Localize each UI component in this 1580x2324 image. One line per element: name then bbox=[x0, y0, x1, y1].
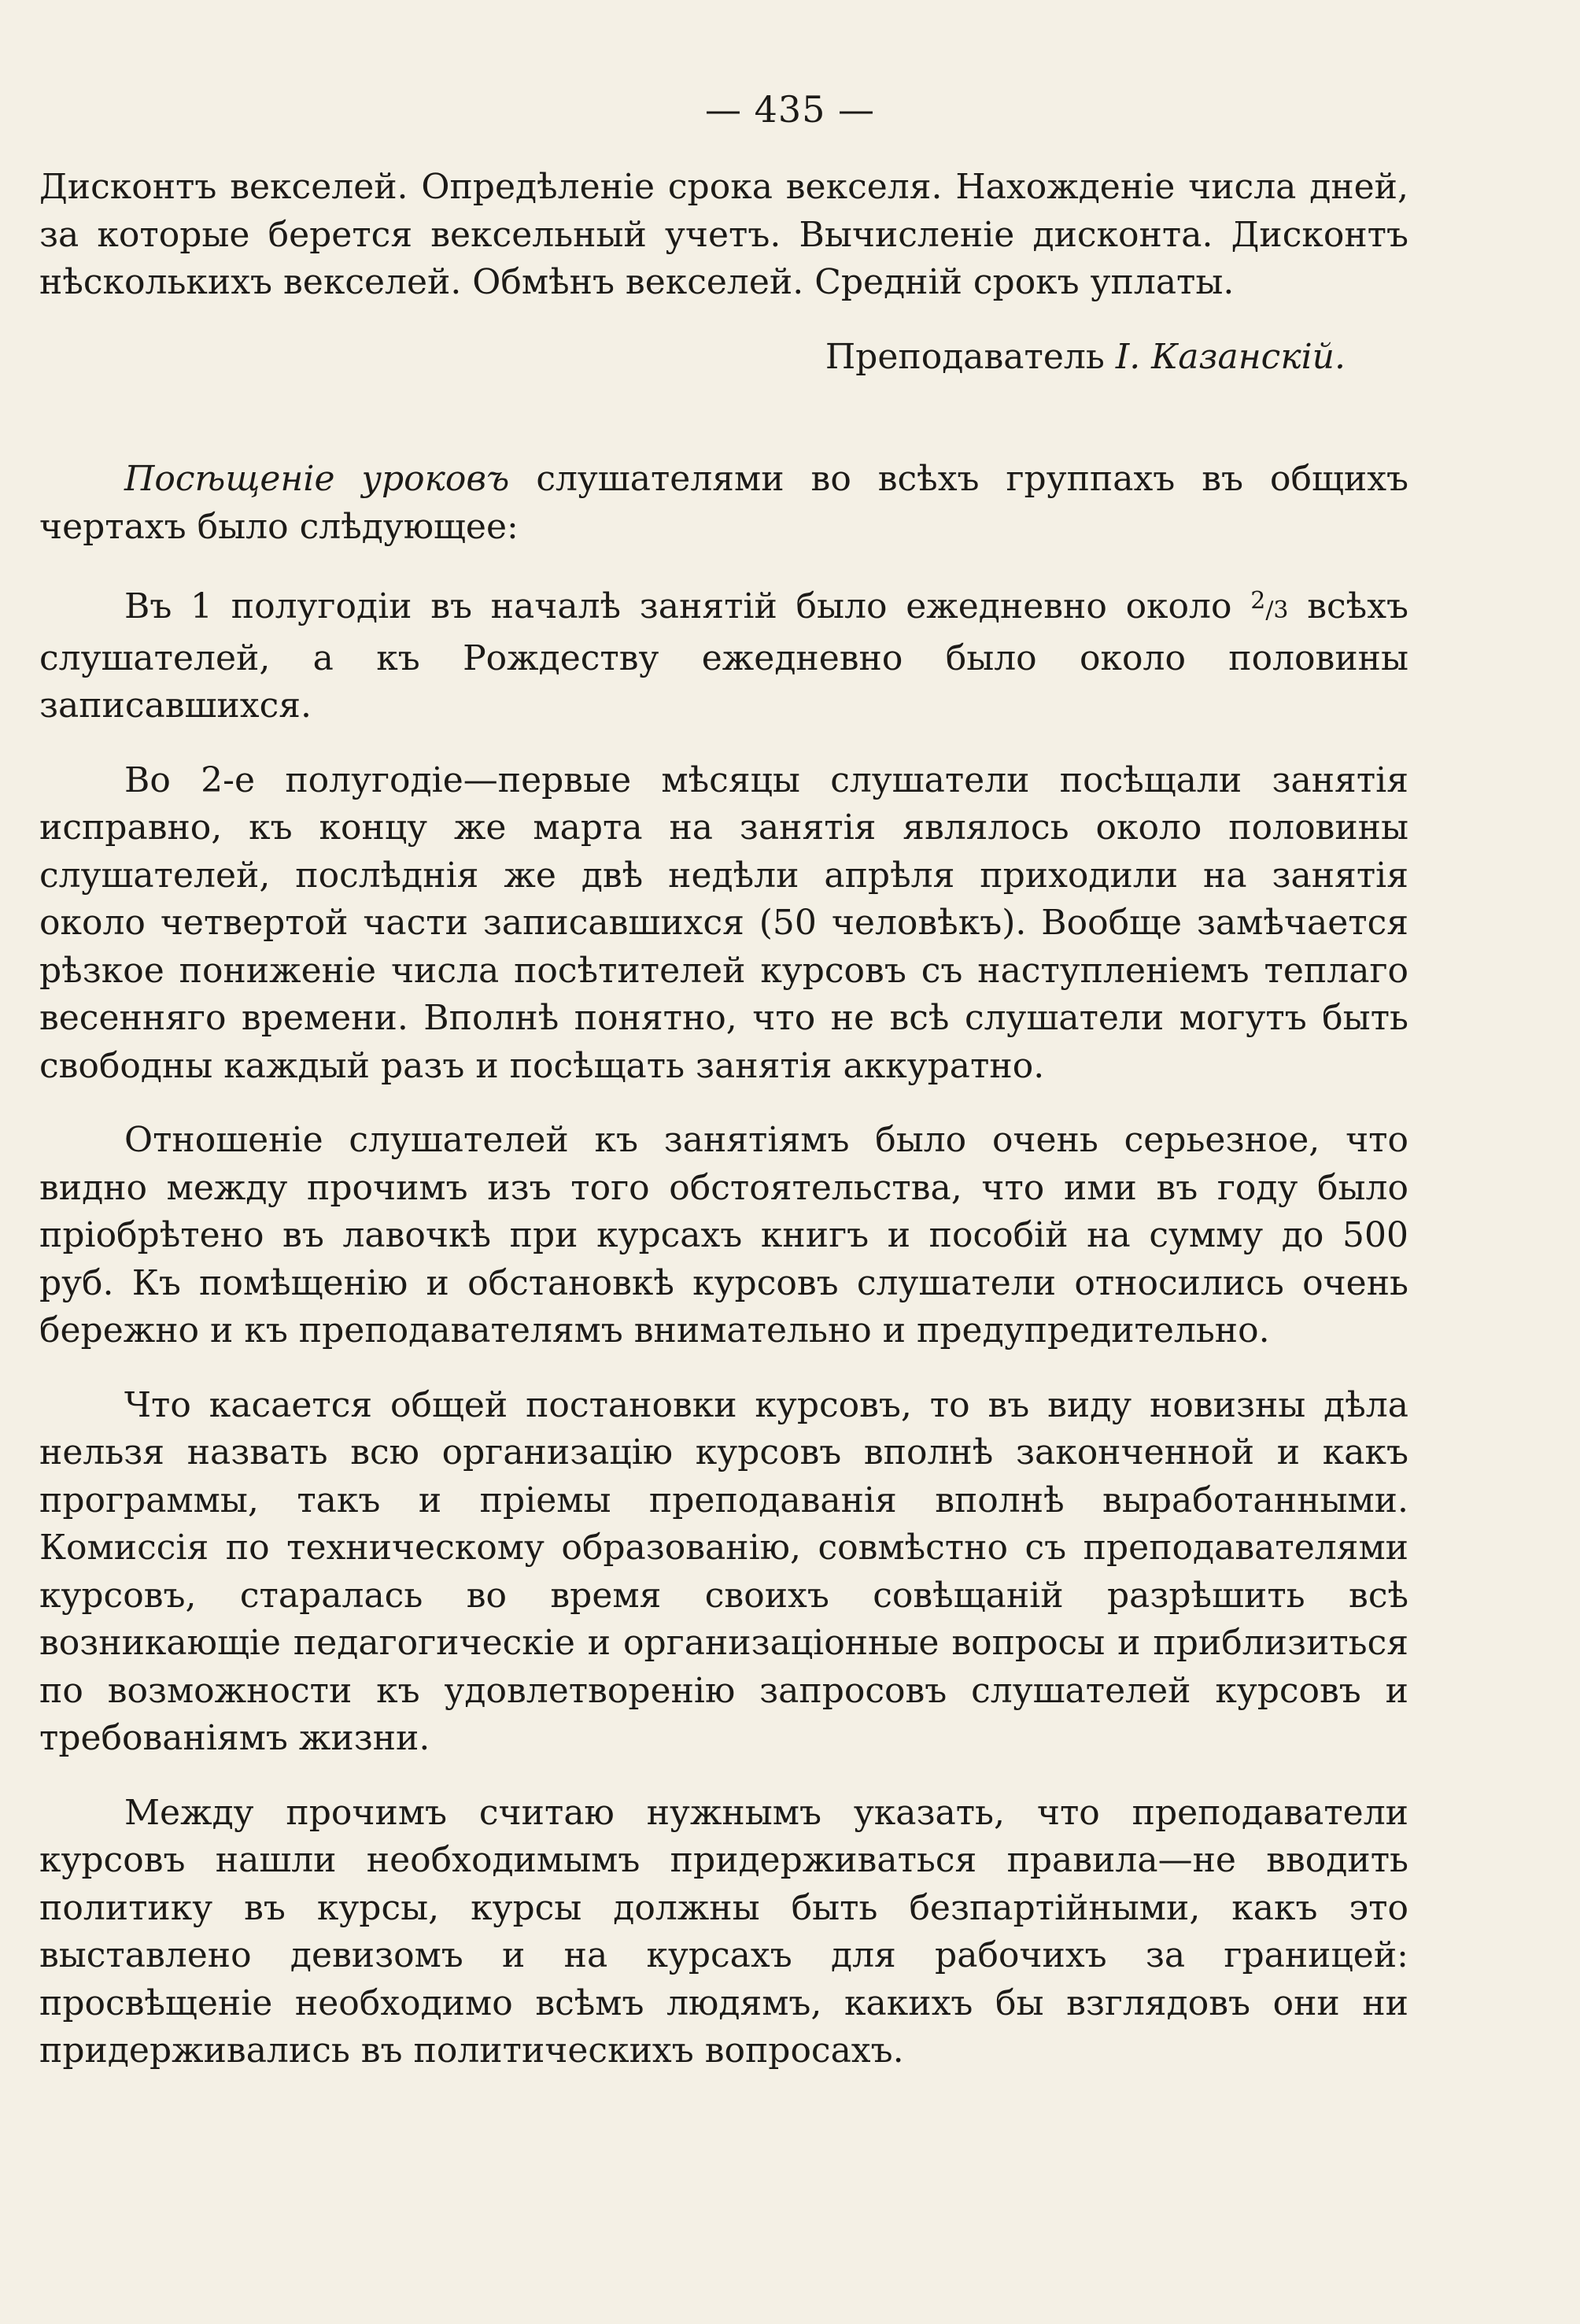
first-halfyear-text-before: Въ 1 полугодіи въ началѣ занятій было ежедневно около bbox=[124, 586, 1251, 626]
attitude-paragraph: Отношеніе слушателей къ занятіямъ было очень серьезное, что видно между прочимъ изъ того обстоятельства, что ими въ году было пріобрѣтено въ лавочкѣ при курсахъ книгъ и пособій на сумму до 500 руб. Къ помѣщенію и обстановкѣ курсовъ слушатели относились очень бережно и къ преподавателямъ внимательно и предупредительно. bbox=[39, 1120, 1408, 1350]
politics-paragraph: Между прочимъ считаю нужнымъ указать, что преподаватели курсовъ нашли необходимымъ придерживаться правила—не вводить политику въ курсы, курсы должны быть безпартійными, какъ это выставлено девизомъ и на курсахъ для рабочихъ за границей: просвѣщеніе необходимо всѣмъ людямъ, какихъ бы взглядовъ они ни придерживались въ политическихъ вопросахъ. bbox=[39, 1792, 1408, 2071]
page-number: — 435 — bbox=[704, 88, 876, 131]
second-halfyear-paragraph: Во 2-е полугодіе—первые мѣсяцы слушатели посѣщали занятія исправно, къ концу же марта на занятія являлось около половины слушателей, послѣднія же двѣ недѣли апрѣля приходили на занятія около четвертой части записавшихся (50 человѣкъ). Вообще замѣчается рѣзкое пониженіе числа посѣтителей курсовъ съ наступленіемъ теплаго весенняго времени. Вполнѣ понятно, что не всѣ слушатели могутъ быть свободны каждый разъ и посѣщать занятія аккуратно. bbox=[39, 759, 1408, 1086]
fraction-denominator: 3 bbox=[1273, 597, 1289, 624]
first-halfyear-paragraph: Въ 1 полугодіи въ началѣ занятій было ежедневно около $^2$/3 всѣхъ слушателей, а къ Рождеству ежедневно было около половины записавшихся. bbox=[39, 586, 1408, 726]
attendance-paragraph bbox=[39, 456, 1408, 551]
syllabus-paragraph: Дисконтъ векселей. Опредѣленіе срока векселя. Нахожденіе числа дней, за которые берется вексельный учетъ. Вычисленіе дисконта. Дисконтъ нѣсколькихъ векселей. Обмѣнъ векселей. Средній срокъ уплаты. bbox=[39, 167, 1408, 302]
organization-paragraph: Что касается общей постановки курсовъ, то въ виду новизны дѣла нельзя назвать всю организацію курсовъ вполнѣ законченной и какъ программы, такъ и пріемы преподаванія вполнѣ выработанными. Комиссія по техническому образованію, совмѣстно съ преподавателями курсовъ, старалась во время своихъ совѣщаній разрѣшить всѣ возникающіе педагогическіе и организаціонные вопросы и приблизиться по возможности къ удовлетворенію запросовъ слушателей курсовъ и требованіямъ жизни. bbox=[39, 1384, 1408, 1758]
fraction-numerator: 2 bbox=[1250, 587, 1266, 615]
signature bbox=[39, 334, 1408, 382]
attendance-heading: Посѣщеніе уроковъ bbox=[124, 459, 510, 499]
document-body bbox=[39, 164, 1408, 2102]
attendance-text: слушателями во всѣхъ группахъ въ общихъ чертахъ было слѣдующее: bbox=[39, 459, 1408, 547]
signature-role: Преподаватель bbox=[825, 336, 1105, 377]
signature-name: І. Казанскій. bbox=[1115, 336, 1346, 377]
first-halfyear-text-after: всѣхъ слушателей, а къ Рождеству ежедневно было около половины записавшихся. bbox=[39, 586, 1408, 726]
